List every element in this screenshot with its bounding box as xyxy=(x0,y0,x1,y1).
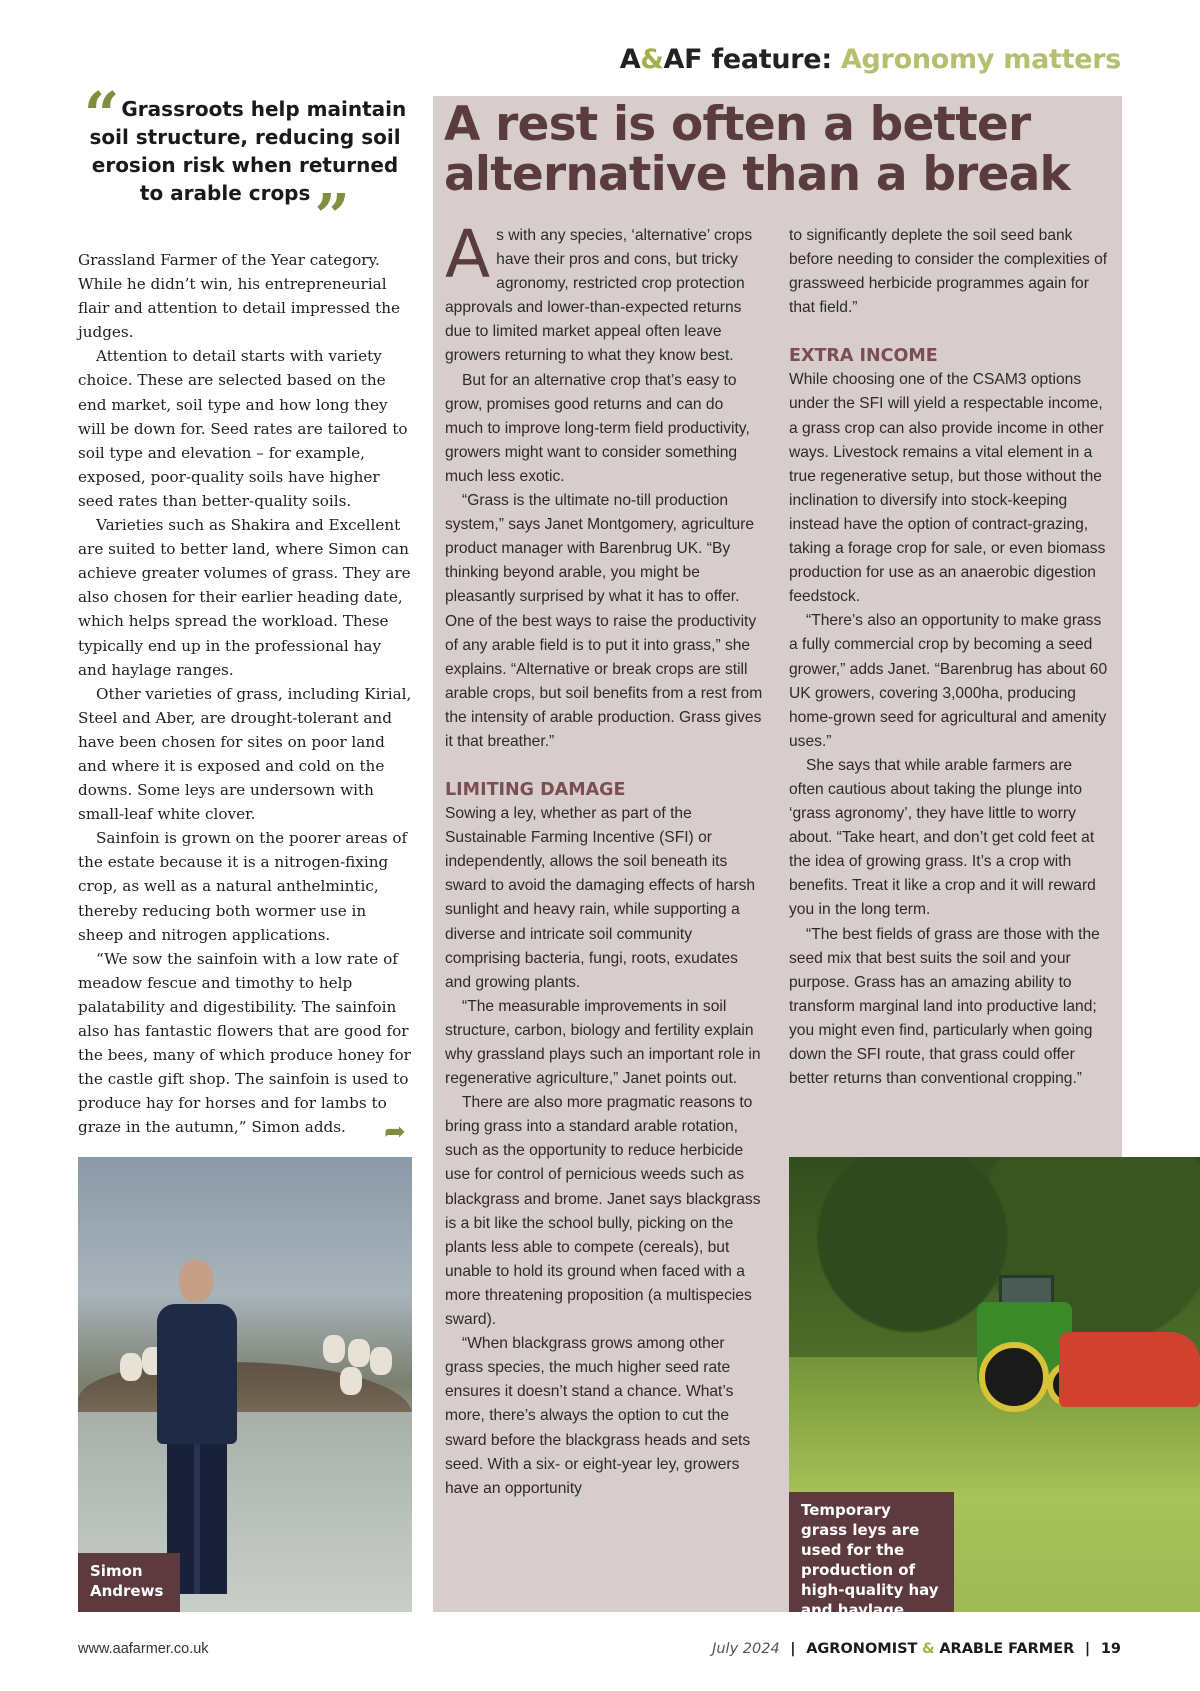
pull-quote xyxy=(78,78,412,253)
body-paragraph: There are also more pragmatic reasons to bring grass into a standard arable rotation, such as the opportunity to reduce herbicide use for control of pernicious weeds such as blackgrass and brome. Janet says blackgrass is a bit like the school bully, picking on the plants less able to compete (cereals), but unable to hold its ground when faced with a more threatening proposition (a multispecies sward). xyxy=(445,1094,761,1329)
sheep-shape xyxy=(120,1353,142,1381)
section-name: Agronomy matters xyxy=(840,44,1121,75)
simon-andrews-photo xyxy=(78,1157,412,1612)
middle-column xyxy=(445,216,765,1501)
close-quote-icon: ” xyxy=(314,180,351,253)
body-paragraph: “The best fields of grass are those with the seed mix that best suits the soil and your purpose. Grass has an amazing ability to transform marginal land into productive land; you might even find, particularly when going down the SFI route, that grass could offer better returns than conventional cropping.” xyxy=(789,925,1100,1088)
sheep-shape xyxy=(348,1339,370,1367)
open-quote-icon: “ xyxy=(83,78,120,151)
body-paragraph: She says that while arable farmers are often cautious about taking the plunge into ‘grass agronomy’, they have little to worry about. “Take heart, and don’t get cold feet at the idea of growing grass. It’s a crop with benefits. Treat it like a crop and it will reward you in the long term. xyxy=(789,756,1096,919)
body-paragraph: But for an alternative crop that’s easy to grow, promises good returns and can do much to improve long-term field productivity, growers might want to consider something much less exotic. xyxy=(445,371,750,485)
subhead-extra-income: EXTRA INCOME xyxy=(789,346,938,367)
body-paragraph: “There’s also an opportunity to make grass a fully commercial crop by becoming a seed grower,” adds Janet. “Barenbrug has about 60 UK growers, covering 3,000ha, producing home-grown seed for agricultural and amenity uses.” xyxy=(789,612,1108,750)
right-column xyxy=(789,224,1109,1091)
footer-url: www.aafarmer.co.uk xyxy=(78,1641,209,1657)
person-head xyxy=(179,1260,213,1302)
left-paragraph: Grassland Farmer of the Year category. While he didn’t win, his entrepreneurial flair and attention to detail impressed the judges. xyxy=(78,251,400,342)
body-paragraph: “Grass is the ultimate no-till production system,” says Janet Montgomery, agriculture product manager with Barenbrug UK. “By thinking beyond arable, you might be pleasantly surprised by what it has to offer. One of the best ways to raise the productivity of any arable field is to put it into grass,” she explains. “Alternative or break crops are still arable crops, but soil benefits from a rest from the intensity of arable production. Grass gives it that breather.” xyxy=(445,492,763,750)
person-torso xyxy=(157,1304,237,1444)
sheep-shape xyxy=(370,1347,392,1375)
tractor-rear-wheel xyxy=(979,1342,1049,1412)
sheep-shape xyxy=(340,1367,362,1395)
issue-date: July 2024 xyxy=(712,1641,780,1657)
brand-a: A xyxy=(619,44,641,75)
brand-ampersand: & xyxy=(640,44,664,75)
body-paragraph: “The measurable improvements in soil structure, carbon, biology and fertility explain why grassland plays such an important role in regenerative agriculture,” Janet points out. xyxy=(445,997,761,1088)
section-header xyxy=(620,44,1121,75)
left-paragraph: “We sow the sainfoin with a low rate of meadow fescue and timothy to help palatability and digestibility. The sainfoin also has fantastic flowers that are good for the bees, many of which produce honey for the castle gift shop. The sainfoin is used to produce hay for horses and for lambs to graze in the autumn,” Simon adds. xyxy=(78,949,411,1137)
body-paragraph: to significantly deplete the soil seed bank before needing to consider the complexities of grassweed herbicide programmes again for that field.” xyxy=(789,227,1108,317)
simon-caption: Simon Andrews xyxy=(78,1553,180,1612)
left-paragraph: Varieties such as Shakira and Excellent are suited to better land, where Simon can achieve greater volumes of grass. They are also chosen for their earlier heading date, which helps spread the workload. These typically end up in the professional hay and haylage ranges. xyxy=(78,516,411,679)
left-paragraph: Attention to detail starts with variety choice. These are selected based on the end market, soil type and how long they will be down for. Seed rates are tailored to soil type and elevation – for example, exposed, poor-quality soils have higher seed rates than better-quality soils. xyxy=(78,347,408,510)
magazine-name-a: AGRONOMIST xyxy=(806,1641,918,1657)
article-headline: A rest is often a better alternative than a break xyxy=(444,97,1070,202)
drop-cap: A xyxy=(445,216,491,293)
body-paragraph: “When blackgrass grows among other grass species, the much higher seed rate ensures it doesn’t stand a chance. What’s more, there’s always the option to cut the sward before the blackgrass heads and sets seed. With a six- or eight-year ley, growers have an opportunity xyxy=(445,1335,751,1497)
continue-arrow-icon: ➦ xyxy=(384,1117,406,1147)
body-paragraph: While choosing one of the CSAM3 options under the SFI will yield a respectable income, a grass crop can also provide income in other ways. Livestock remains a vital element in a true regenerative setup, but those without the inclination to diversify into stock-keeping instead have the option of contract-grazing, taking a forage crop for sale, or even biomass production for use as an anaerobic digestion feedstock. xyxy=(789,371,1106,606)
left-paragraph: Sainfoin is grown on the poorer areas of the estate because it is a nitrogen-fixing crop, as well as a natural anthelmintic, thereby reducing both wormer use in sheep and nitrogen applications. xyxy=(78,829,408,944)
footer-masthead xyxy=(712,1641,1121,1657)
body-paragraph: Sowing a ley, whether as part of the Sustainable Farming Incentive (SFI) or independently, allows the soil beneath its sward to avoid the damaging effects of harsh sunlight and heavy rain, while supporting a diverse and intricate soil community comprising bacteria, fungi, roots, exudates and growing plants. xyxy=(445,805,756,991)
pull-quote-text: Grassroots help maintain soil structure, reducing soil erosion risk when returned to arable crops xyxy=(89,97,407,205)
subhead-limiting-damage: LIMITING DAMAGE xyxy=(445,780,626,801)
tractor-caption: Temporary grass leys are used for the production of high-quality hay and haylage xyxy=(789,1492,954,1612)
brand-af-feature: AF feature: xyxy=(663,44,832,75)
lead-text: s with any species, ‘alternative’ crops have their pros and cons, but tricky agronomy, restricted crop protection approvals and lower-than-expected returns due to limited market appeal often leave growers returning to what they know best. xyxy=(445,227,753,365)
left-column xyxy=(78,248,412,1139)
magazine-name-b: ARABLE FARMER xyxy=(939,1641,1075,1657)
sheep-shape xyxy=(323,1335,345,1363)
separator: | xyxy=(1084,1641,1091,1657)
page-number: 19 xyxy=(1100,1641,1121,1657)
lead-paragraph xyxy=(445,216,765,369)
left-paragraph: Other varieties of grass, including Kirial, Steel and Aber, are drought-tolerant and have been chosen for sites on poor land and where it is exposed and cold on the downs. Some leys are undersown with small-leaf white clover. xyxy=(78,684,412,824)
magazine-ampersand: & xyxy=(922,1641,935,1657)
separator: | xyxy=(790,1641,796,1657)
mower-shape xyxy=(1059,1332,1200,1407)
person-figure xyxy=(157,1260,237,1594)
